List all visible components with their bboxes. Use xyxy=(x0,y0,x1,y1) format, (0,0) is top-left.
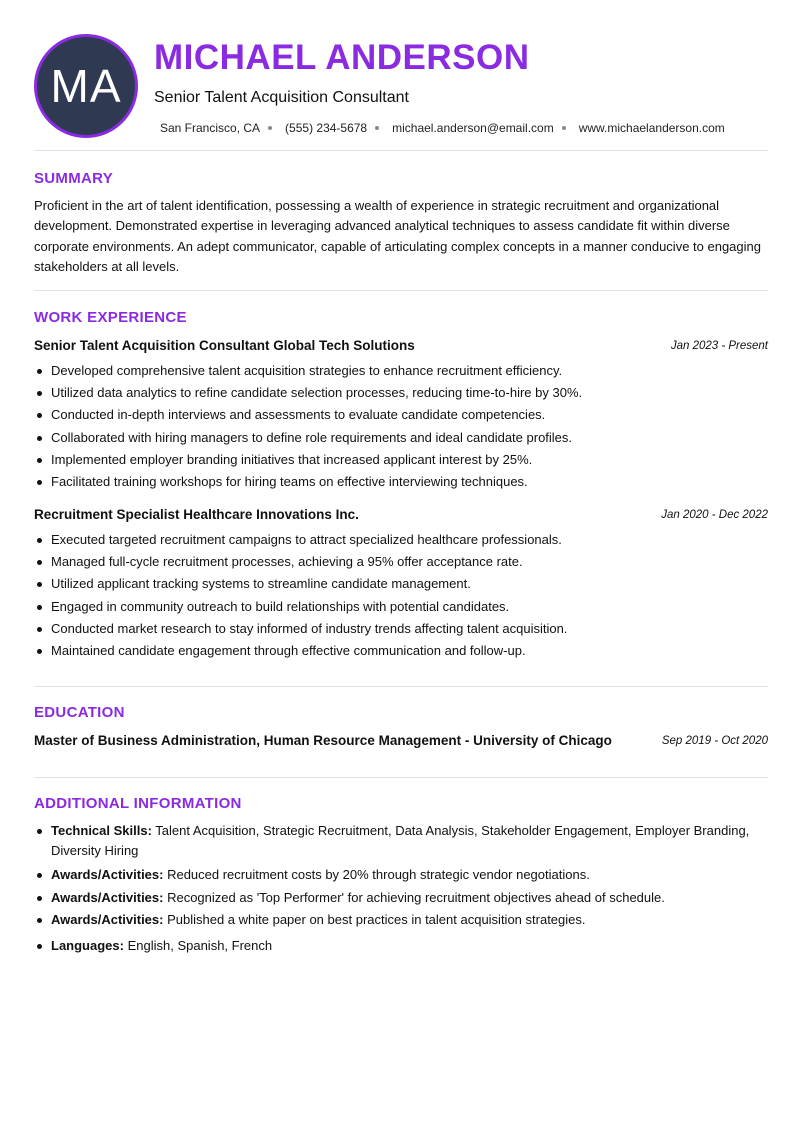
summary-text: Proficient in the art of talent identification, possessing a wealth of experience in strategic recruitment and organizational development. Demonstrated expertise in leveraging advanced analytical techniques to assess candidate fit within diverse corporate environments. An adept communicator, capable of articulating complex concepts in a manner conducive to engaging stakeholders at all levels. xyxy=(34,198,761,274)
contact-website[interactable]: www.michaelanderson.com xyxy=(578,121,725,135)
item-text: Recognized as 'Top Performer' for achieving recruitment objectives ahead of schedule. xyxy=(163,889,665,905)
item-label: Languages: xyxy=(51,937,124,953)
section-divider xyxy=(34,686,768,687)
list-item xyxy=(34,865,768,885)
work-experience-heading: WORK EXPERIENCE xyxy=(34,309,187,326)
separator-dot xyxy=(375,126,379,130)
summary-heading: SUMMARY xyxy=(34,170,114,187)
education-heading: EDUCATION xyxy=(34,704,125,721)
contact-location: San Francisco, CA xyxy=(160,121,261,135)
contact-phone: (555) 234-5678 xyxy=(285,121,368,135)
education-degree: Master of Business Administration, Human Resource Management - University of Chicago xyxy=(34,733,612,748)
job-title: Senior Talent Acquisition Consultant Global Tech Solutions xyxy=(34,338,415,353)
item-label: Technical Skills: xyxy=(51,823,152,838)
list-item xyxy=(34,821,768,860)
job-title: Recruitment Specialist Healthcare Innovations Inc. xyxy=(34,507,359,522)
avatar: MA xyxy=(34,34,138,138)
list-item xyxy=(34,910,768,930)
list-item: Engaged in community outreach to build relationships with potential candidates. xyxy=(34,599,768,615)
item-text: English, Spanish, French xyxy=(123,937,273,953)
contact-email[interactable]: michael.anderson@email.com xyxy=(392,121,554,135)
list-item: Facilitated training workshops for hiring teams on effective interviewing techniques. xyxy=(34,474,768,490)
job-bullets xyxy=(34,532,768,665)
list-item: Utilized data analytics to refine candidate selection processes, reducing time-to-hire by 30%. xyxy=(34,385,768,401)
resume-header xyxy=(34,34,768,138)
list-item: Executed targeted recruitment campaigns to attract specialized healthcare professionals. xyxy=(34,532,768,548)
list-item: Developed comprehensive talent acquisition strategies to enhance recruitment efficiency. xyxy=(34,363,768,379)
item-label: Awards/Activities: xyxy=(51,889,164,905)
list-item: Conducted in-depth interviews and assessments to evaluate candidate competencies. xyxy=(34,407,768,423)
list-item: Collaborated with hiring managers to define role requirements and ideal candidate profiles. xyxy=(34,430,768,446)
list-item xyxy=(34,936,768,956)
job-bullets xyxy=(34,363,768,496)
list-item xyxy=(34,888,768,908)
list-item: Conducted market research to stay informed of industry trends affecting talent acquisition. xyxy=(34,621,768,637)
section-divider xyxy=(34,290,768,291)
list-item: Utilized applicant tracking systems to streamline candidate management. xyxy=(34,576,768,592)
additional-info-list xyxy=(34,821,768,955)
list-item: Maintained candidate engagement through effective communication and follow-up. xyxy=(34,643,768,659)
list-item: Implemented employer branding initiatives that increased applicant interest by 25%. xyxy=(34,452,768,468)
separator-dot xyxy=(562,126,566,130)
item-label: Awards/Activities: xyxy=(51,912,164,927)
item-text: Published a white paper on best practices in talent acquisition strategies. xyxy=(163,912,586,927)
list-item: Managed full-cycle recruitment processes, achieving a 95% offer acceptance rate. xyxy=(34,554,768,570)
section-divider xyxy=(34,777,768,778)
contact-bar xyxy=(160,121,725,135)
additional-info-heading: ADDITIONAL INFORMATION xyxy=(34,795,242,812)
separator-dot xyxy=(268,126,272,130)
item-label: Awards/Activities: xyxy=(51,867,164,882)
education-dates: Sep 2019 - Oct 2020 xyxy=(661,735,768,747)
item-text: Talent Acquisition, Strategic Recruitment, Data Analysis, Stakeholder Engagement, Employer Branding, Diversity Hiring xyxy=(51,823,750,858)
job-dates: Jan 2023 - Present xyxy=(670,340,768,352)
candidate-name: MICHAEL ANDERSON xyxy=(154,38,530,77)
section-divider xyxy=(34,150,768,151)
headline: Senior Talent Acquisition Consultant xyxy=(154,89,409,106)
item-text: Reduced recruitment costs by 20% through strategic vendor negotiations. xyxy=(163,867,590,882)
job-dates: Jan 2020 - Dec 2022 xyxy=(661,509,768,521)
